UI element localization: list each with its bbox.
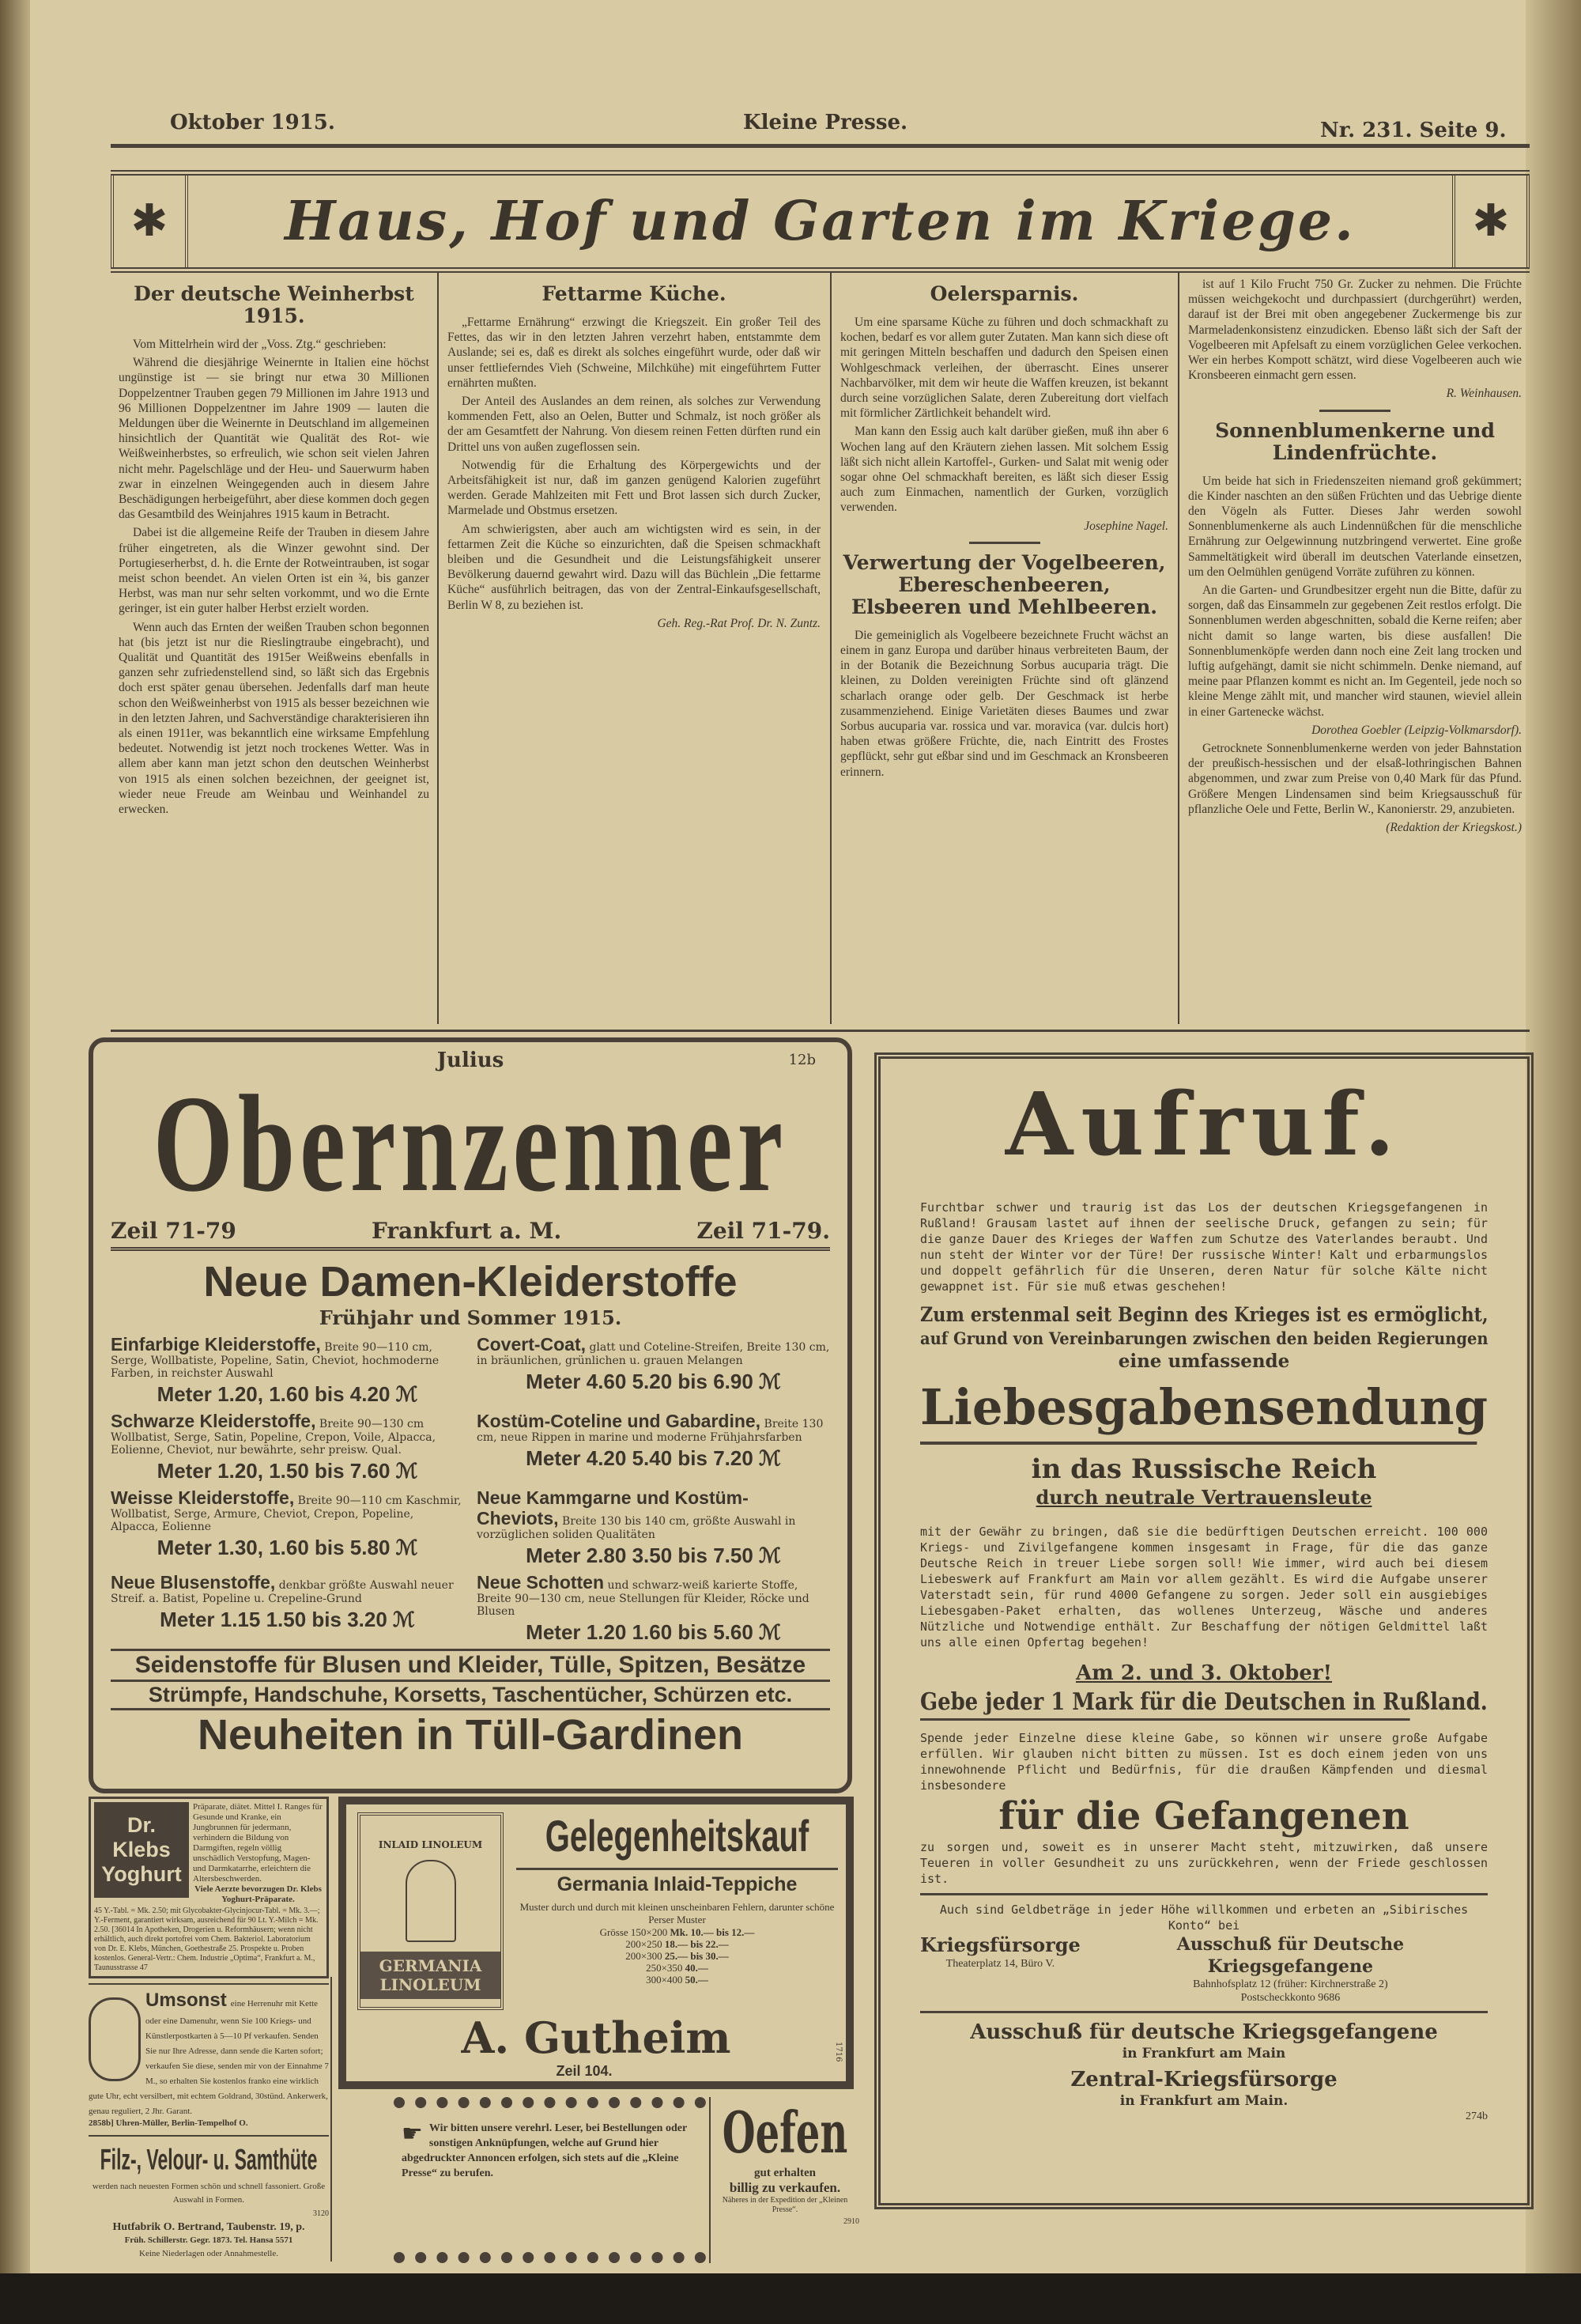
paragraph: Dabei ist die allgemeine Reife der Trauben in diesem Jahre früher eingetreten, als die Winzer gewohnt sind. Der Portugieserherbst, d. h. die Ernte der Rotweintrauben, ist sogar meist schon beendet. An vielen Orten ist ein ¾, bis ganzer Herbst, was man nur sehr selten vorkommt, und wo die Ernte geringer, ist ein guter halber Herbst erzielt worden. [119,526,429,616]
ad-logo: Dr. Klebs Yoghurt [94,1802,189,1898]
ad-item [477,1487,830,1567]
ad-item-list [111,1334,830,1649]
item-desc: Breite 90—110 cm Kaschmir, Wollbatist, Serge, Armure, Cheviot, Crepon, Popeline, Alpacca, Eolienne [111,1495,462,1533]
pointing-hand-icon: ☛ [402,2120,423,2148]
aufruf-sub: durch neutrale Vertrauensleute [1036,1486,1372,1509]
item-price: Meter 2.80 3.50 bis 7.50 ℳ [526,1544,781,1567]
ad-brand: Obernzenner [153,1067,788,1222]
reader-notice [394,2097,706,2263]
paragraph: Der Anteil des Auslandes an dem reinen, als solches zur Verwendung kommenden Fett, also an Oelen, Butter und Schmalz, ist noch größer als der am Gesamtfett der Nahrung. Von diesem reinen Fetten dürften rund ein Drittel uns von außen zugeflossen sein. [447,395,821,454]
paragraph: Um beide hat sich in Friedenszeiten niemand groß gekümmert; die Kinder naschten an den süßen Früchten und das Uebrige diente den Vögeln als Futter. Dieses Jahr werden sowohl Sonnenblumenkerne als auch Lindennüßchen für die menschliche Ernährung zur Oelgewinnung nutzbringend verwertet. Eine große Sammeltätigkeit wird überall im deutschen Vaterlande einsetzen, um den Oelmühlen genügend Vorräte zuführen zu können. [1188,474,1522,579]
aufruf-intro: Furchtbar schwer und traurig ist das Los der deutschen Kriegsgefangenen in Rußland! Grausam lastet auf ihnen der seelische Druck, gefangen zu sein; für die ganze Dauer des Krieges der Waffen zum Schutze des Vaterlandes beraubt. Und nun steht der Winter vor der Türe! Der russische Winter! Kalt und erbarmungslos und doppelt gefährlich für die Unseren, deren Natur für solche Kälte nicht gewappnet ist. Für sie muß etwas geschehen! [920,1200,1488,1294]
masthead-paper: Kleine Presse. [743,111,908,134]
masthead-rule [111,144,1530,148]
paragraph: An die Garten- und Grundbesitzer ergeht nun die Bitte, dafür zu sorgen, daß das Einsammeln zur gegebenen Zeit restlos erfolgt. Die Sonnenblumen werden abgeschnitten, sobald die Kerne reifen; aber nicht damit so lange warten, bis diese ausfallen! Die Sonnenblumenköpfe werden dann noch eine Zeit lang trocken und luftig aufgehängt, damit sie nicht schimmeln. Denke niemand, auf meine paar Pflanzen kommt es nicht an. Im Gegenteil, jede noch so kleine Menge zählt mit, und mancher wird staunen, wieviel allein in einer Gartenecke wächst. [1188,584,1522,719]
ad-company: Hutfabrik O. Bertrand, Taubenstr. 19, p. [112,2221,305,2233]
article-title: Verwertung der Vogelbeeren, Ebereschenbeeren, Elsbeeren und Mehlbeeren. [843,550,1166,618]
ad-headline: Gelegenheitskauf [545,1812,809,1861]
ad-text: eine Herrenuhr mit Kette oder eine Damenuhr, wenn Sie 100 Kriegs- und Künstlerpostkarten à 5—10 Pf verkaufen. Senden Sie nur Ihre Adresse, dann sende die Karten sofort; verkaufen Sie diese, senden mir von der Einnahme 7 M., so erhalten Sie kostenlos franko eine wirklich gute Uhr, echt versilbert, mit echtem Goldrand, 30stünd. Ankerwerk, genau reguliert, 2 Jhr. Garant. [89,1999,329,2116]
org-account: Postscheckkonto 9686 [1240,1992,1341,2004]
aufruf-body: Spende jeder Einzelne diese kleine Gabe, so können wir unsere große Aufgabe erfüllen. Wir glauben nicht bitten zu müssen. Ist es doch einem jeden von uns innewohnende Pflicht und Bedürfnis, für die draußen Kämpfenden und diesmal insbesondere [920,1731,1488,1793]
ad-former-address: Früh. Schillerstr. Gegr. 1873. Tel. Hansa 5571 [124,2235,293,2245]
ad-code: 3120 [313,2209,329,2218]
ad-item [111,1334,464,1406]
item-price: Meter 1.30, 1.60 bis 5.80 ℳ [157,1536,418,1559]
binding-edge [0,0,30,2324]
item-desc: Breite 130 cm, neue Rippen in marine und moderne Frühjahrsfarben [477,1418,824,1444]
ad-season: Frühjahr und Sommer 1915. [319,1306,622,1329]
item-name: Neue Kammgarne und Kostüm-Cheviots, [477,1487,749,1529]
aufruf-big: Liebesgabensendung [920,1374,1477,1445]
org-name: Kriegsfürsorge [920,1933,1081,1956]
ad-code: 274b [1466,2110,1488,2122]
divider [920,1893,1488,1895]
item-desc: Breite 130 bis 140 cm, größte Auswahl in vorzüglichen soliden Qualitäten [477,1515,796,1541]
section-banner [111,170,1530,273]
notice-text: Wir bitten unsere verehrl. Leser, bei Bestellungen oder sonstigen Anknüpfungen, welche auf Grund hier abgedruckter Annoncen erfolgen, sich stets auf die „Kleine Presse“ zu berufen. [402,2122,687,2179]
size-price-row [516,1938,838,1950]
ad-address: Zeil 71-79. [696,1218,830,1244]
ad-klebs [89,1797,329,1978]
article-title: Der deutsche Weinherbst 1915. [134,282,414,327]
page-edge [1526,0,1581,2324]
ad-brand: A. Gutheim [461,2012,731,2063]
ad-item [477,1334,830,1406]
ad-code: 1716 [834,2042,843,2062]
paragraph: Die gemeiniglich als Vogelbeere bezeichnete Frucht wächst an einem in ganz Europa und darüber hinaus verbreiteten Baum, der in der Botanik die Bezeichnung Sorbus aucuparia trägt. Die kleinen, zu Dolden vereinigten Früchte sind oft glänzend scharlach orange oder gelb. Der Geschmack ist herbe zusammenziehend. Einige Varietäten dieses Baumes und zwar Sorbus aucuparia var. rossica und var. moravica (var. dulcis hort) haben etwas größere Früchte, die, nach Eintritt des Frostes gepflückt, sehr gut eßbar sind und im Geschmack an Kronsbeeren erinnern. [840,628,1168,779]
column-divider [830,273,832,1024]
ad-headline: Umsonst [145,1990,227,2011]
aufruf-lead: auf Grund von Vereinbarungen zwischen den beiden Regierungen [920,1328,1489,1348]
item-price: Meter 1.20, 1.60 bis 4.20 ℳ [157,1382,418,1406]
ad-details: 45 Y.-Tabl. = Mk. 2.50; mit Glycobakter-Glycinjocur-Tabl. = Mk. 3.—; Y.-Ferment, garantiert wirksam, ausreichend für 90 Lt. Y.-Milch = Mk. 2.50. [36014 In Apotheken, Drogerien u. Reformhäusern; wenn nicht erhältlich, auch direkt portofrei vom Chem. Bakteriol. Laboratorium von Dr. E. Klebs, München, Goethestraße 25. Prospekte u. Proben kostenlos. General-Vertr.: Chem. Industrie „Optima“, Frankfurt a. M., Taunusstrasse 47 [94,1906,320,1972]
ad-first-name: Julius [436,1049,504,1072]
ad-city: Frankfurt a. M. [371,1218,562,1244]
item-desc: Breite 90—130 cm Wollbatist, Serge, Satin, Popeline, Crepon, Voile, Alpacca, Eolienne, Cheviot, nur bewährte, sehr preisw. Qual. [111,1418,436,1457]
item-price: Meter 1.20 1.60 bis 5.60 ℳ [526,1620,781,1644]
ad-filz [89,2135,329,2261]
org-ausschuss [1093,1933,1488,2005]
item-desc: glatt und Coteline-Streifen, Breite 130 cm, in bräunlichen, grünlichen u. grauen Melangen [477,1341,830,1367]
masthead-issue: Nr. 231. Seite 9. [1320,119,1507,142]
item-name: Neue Schotten [477,1572,605,1593]
column-divider [330,1977,332,2262]
section-rule [111,1030,1530,1032]
org-address: Theaterplatz 14, Büro V. [945,1958,1055,1970]
byline: Dorothea Goebler (Leipzig-Volkmarsdorf). [1311,723,1522,737]
ad-item [111,1411,464,1483]
ad-line: Näheres in der Expedition der „Kleinen Presse“. [722,2196,848,2214]
paragraph: Während die diesjährige Weinernte in Italien eine höchst ungünstige ist — sie bringt nur etwa 30 Millionen Doppelzentner Trauben gegen 79 Millionen im Jahre 1913 und 96 Millionen Doppelzentner im Jahre 1909 — lauten die Meldungen über die Weinernte in Deutschland im allgemeinen hinsichtlich der Quantität wie Qualität des Rot- wie Weißweinherbstes, so erfreulich, wie schon seit vielen Jahren nicht mehr. Pagelschläge und der Heu- und Sauerwurm haben zwar in einzelnen Weingegenden auch in diesem Jahre Beschädigungen herbeigeführt, aber diese kommen doch gegen das Gesamtbild des Weinjahres 1915 kaum in Betracht. [119,356,429,522]
signatory: Zentral-Kriegsfürsorge [1070,2068,1338,2092]
article-weinherbst [111,277,437,1028]
small-ads-column [89,1797,329,2261]
section-title: Haus, Hof und Garten im Kriege. [285,190,1356,253]
price: 40.— [685,1962,708,1974]
ad-line: Seidenstoffe für Blusen und Kleider, Tülle, Spitzen, Besätze [111,1649,830,1680]
price: Mk. 10.— bis 12.— [670,1926,755,1938]
size-price-row [516,1974,838,1986]
ad-text: werden nach neuesten Formen schön und schnell fassoniert. Große Auswahl in Formen. [92,2182,326,2205]
masthead-date: Oktober 1915. [170,111,335,134]
star-ornament-icon: ✱ [1452,176,1530,267]
ad-code: 12b [788,1052,816,1068]
item-desc: Breite 90—110 cm, Serge, Wollbatiste, Popeline, Satin, Cheviot, hochmoderne Farben, in reichster Auswahl [111,1341,440,1380]
ad-note: Keine Niederlagen oder Annahmestelle. [139,2249,278,2258]
article-title: Oelersparnis. [930,282,1079,305]
ad-address: Zeil 104. [556,2063,613,2079]
item-name: Kostüm-Coteline und Gabardine, [477,1411,761,1431]
size-price-row [516,1962,838,1974]
aufruf-body: mit der Gewähr zu bringen, daß sie die bedürftigen Deutschen erreicht. 100 000 Kriegs- und Zivilgefangene kommen insgesamt in Frage, für die das ganze Deutsche Reich in treuer Liebe sorgen soll! Wie immer, wird auch bei diesem Liebeswerk auf Frankfurt am Main vor allem gezählt. Es wird die Aufgabe unserer Vaterstadt sein, für rund 4000 Gefangene zu sorgen. Jeder soll ein ausgiebiges Liebesgaben-Paket erhalten, das wollenes Unterzeug, Wäsche und anderes Nützliche und Notwendige enthält. Zur Beschaffung der nötigen Geldmittel laßt uns alle einen Opfertag begehen! [920,1525,1488,1649]
aufruf-date: Am 2. und 3. Oktober! [1075,1661,1332,1685]
item-name: Weisse Kleiderstoffe, [111,1487,295,1508]
ad-item [477,1572,830,1644]
ad-item [111,1572,464,1644]
article-fettarme-kueche [440,277,828,1028]
paragraph: Vom Mittelrhein wird der „Voss. Ztg.“ geschrieben: [133,338,387,351]
emblem-text: GERMANIA LINOLEUM [360,1952,500,1999]
ad-obernzenner [89,1037,852,1793]
ad-line: billig zu verkaufen. [729,2180,841,2195]
ad-umsonst [89,1983,329,2130]
ad-text: Präparate, diätet. Mittel I. Ranges für Gesunde und Kranke, ein Jungbrunnen für jedermann, verhindern die Bildung von Darmgiften, regeln völlig unschädlich Verstopfung, Magen- und Darmkatarrhe, erleichtern die Altersbeschwerden. [193,1802,323,1884]
ad-desc: Muster durch und durch mit kleinen unscheinbaren Fehlern, darunter schöne Perser Muster [519,1901,835,1925]
ad-headline: Filz-, Velour- u. Samthüte [100,2142,318,2176]
size-price-row [516,1950,838,1962]
signatory: Ausschuß für deutsche Kriegsgefangene [970,2020,1438,2044]
article-column-4 [1180,277,1530,1028]
price: 25.— bis 30.— [664,1950,729,1962]
item-price: Meter 4.60 5.20 bis 6.90 ℳ [526,1370,781,1393]
aufruf-title: Aufruf. [1005,1073,1403,1175]
ad-code: 2858b] [89,2118,114,2128]
size: 200×300 [625,1950,662,1962]
linoleum-emblem [357,1812,504,2010]
size: 250×350 [646,1962,683,1974]
column-divider [437,273,439,1024]
aufruf-orgs [920,1933,1488,2005]
aufruf-lead: eine umfassende [1118,1351,1290,1372]
ad-address: Zeil 71-79 [111,1218,236,1244]
ad-sender-name: Uhren-Müller, Berlin-Tempelhof O. [115,2118,248,2128]
ad-line: Strümpfe, Handschuhe, Korsetts, Taschentücher, Schürzen etc. [111,1680,830,1708]
ad-sender [89,2117,329,2130]
divider [920,2011,1488,2013]
star-ornament-icon: ✱ [111,176,188,267]
aufruf-appeal: Gebe jeder 1 Mark für die Deutschen in Rußland. [920,1687,1410,1721]
size: 200×250 [625,1938,662,1950]
item-price: Meter 1.15 1.50 bis 3.20 ℳ [160,1608,415,1631]
ad-code: 2910 [843,2217,859,2226]
item-name: Schwarze Kleiderstoffe, [111,1411,316,1431]
article-title: Sonnenblumenkerne und Lindenfrüchte. [1215,418,1495,464]
signatory-city: in Frankfurt am Main. [1119,2093,1289,2109]
item-desc: und schwarz-weiß karierte Stoffe, Breite 90—130 cm, neue Stellungen für Kleider, Röcke und Blusen [477,1579,809,1618]
ad-subhead: Germania Inlaid-Teppiche [516,1868,838,1896]
item-price: Meter 4.20 5.40 bis 7.20 ℳ [526,1446,781,1470]
ad-line: Neuheiten in Tüll-Gardinen [111,1708,830,1759]
byline: R. Weinhausen. [1446,387,1522,401]
aufruf-big: für die Gefangenen [998,1794,1409,1838]
org-address: Bahnhofsplatz 12 (früher: Kirchnerstraße 2) [1193,1978,1388,1990]
emblem-text: INLAID LINOLEUM [378,1839,483,1850]
separator [1319,410,1390,412]
aufruf-sub: in das Russische Reich [1031,1453,1377,1485]
ad-headline: Oefen [722,2100,848,2167]
paragraph: Wenn auch das Ernten der weißen Trauben schon begonnen hat (bis jetzt ist nur die Rieslingtraube eingebracht), und Qualität und Quantität des 1915er Weißweins ebenfalls in ganzen sehr zufriedenstellend sind, so läßt sich das Ergebnis doch erst später genau übersehen. Jedenfalls darf man heute schon den Weißweinherbst von 1915 als besser bezeichnen wie in den letzten Jahren, und Sachverständige charakterisieren ihn als einen 1911er, was bekanntlich eine wirksame Empfehlung bedeutet. Notwendig ist jetzt noch trockenes Wetter. Was in allem aber kann man jetzt schon den deutschen Weinherbst von 1915 als einen solchen bezeichnen, der geeignet ist, wieder neue Freude am Weinbau und Weinhandel zu erwecken. [119,620,429,817]
aufruf-lead: Zum erstenmal seit Beginn des Krieges ist es ermöglicht, [920,1303,1489,1326]
paragraph: Am schwierigsten, aber auch am wichtigsten wird es sein, in der fettarmen Zeit die Küche so einzurichten, daß die Speisen schmackhaft bleiben und die Gesundheit und die Leistungsfähigkeit unserer Bevölkerung dauernd gewahrt wird. Dazu will das Büchlein „Die fettarme Küche“ ausführlich beitragen, das von der Zentral-Einkaufsgesellschaft, Berlin W 8, zu beziehen ist. [447,522,821,612]
article-oelersparnis [832,277,1176,1028]
item-name: Neue Blusenstoffe, [111,1572,276,1593]
signatory-city: in Frankfurt am Main [1122,2046,1286,2061]
column-divider [1178,273,1179,1024]
item-desc: denkbar größte Auswahl neuer Streif. a. Batist, Popeline u. Crepeline-Grund [111,1579,454,1605]
org-name: Ausschuß für Deutsche Kriegsgefangene [1176,1934,1405,1977]
paragraph: „Fettarme Ernährung“ erzwingt die Kriegszeit. Ein großer Teil des Fettes, das wir in den letzten Jahren verzehrt haben, entstammte dem Auslande; sei es, daß es direkt als solches eingeführt wurde, oder daß wir unser fettlieferndes Vieh (Schweine, Milchkühe) mit eingeführtem Futter ernährten mußten. [447,316,821,390]
item-name: Covert-Coat, [477,1334,587,1355]
ad-item [477,1411,830,1483]
price: 18.— bis 22.— [664,1938,729,1950]
byline: Geh. Reg.-Rat Prof. Dr. N. Zuntz. [657,616,821,630]
ad-oefen [709,2097,859,2263]
byline: (Redaktion der Kriegskost.) [1386,821,1522,835]
item-price: Meter 1.20, 1.50 bis 7.60 ℳ [157,1459,418,1483]
ad-recommend: Viele Aerzte bevorzugen Dr. Klebs Yoghurt-Präparate. [194,1884,322,1904]
ad-line: gut erhalten [754,2167,816,2179]
ad-aufruf [874,1052,1534,2209]
paragraph: ist auf 1 Kilo Frucht 750 Gr. Zucker zu nehmen. Die Früchte müssen weichgekocht und durchpassiert (durchgerührt) werden, darauf ist der Brei mit oben angegebener Zuckermenge bis zur Marmeladenkonsistenz einzudicken. Ebenso läßt sich der Saft der Vogelbeeren mit Apfelsaft zu einem vorzüglichen Gelee verkochen. Wer ein herbes Kompott schätzt, wird diese Vogelbeeren auch wie Kronsbeeren einmacht gern essen. [1188,278,1522,383]
paragraph: Getrocknete Sonnenblumenkerne werden von jeder Bahnstation der preußisch-hessischen und der elsaß-lothringischen Bahnen abgenommen, und zwar zum Preise von 0,40 Mark für das Pfund. Größere Mengen Lindensamen sind beim Kriegsausschuß für pflanzliche Oele und Fette, Berlin W., Kanonierstr. 29, anzubieten. [1188,742,1522,816]
article-title: Fettarme Küche. [541,282,726,305]
price: 50.— [685,1974,708,1986]
size-price-list [516,1926,838,1986]
ad-gutheim-body [516,1811,838,1986]
paragraph: Notwendig für die Erhaltung des Körpergewichts und der Arbeitsfähigkeit ist nur, daß im ganzen genügend Kalorien zugeführt werden. Gerade Mahlzeiten mit Fett und Brot lassen sich durch Zucker, Marmelade und Obstmus ersetzen. [447,458,821,518]
ad-item [111,1487,464,1567]
germania-figure-icon [406,1860,456,1942]
size: Grösse 150×200 [599,1926,668,1938]
org-kriegsfuersorge [920,1933,1081,2005]
separator [969,542,1040,544]
aufruf-donation: Auch sind Geldbeträge in jeder Höhe willkommen und erbeten an „Sibirisches Konto“ bei [939,1903,1469,1933]
ad-address-row [111,1218,830,1251]
byline: Josephine Nagel. [1084,519,1168,533]
item-name: Einfarbige Kleiderstoffe, [111,1334,321,1355]
ad-headline: Neue Damen-Kleiderstoffe [203,1258,738,1306]
ad-gutheim [338,1797,854,2089]
paragraph: Man kann den Essig auch kalt darüber gießen, muß ihn aber 6 Wochen lang auf den Kräutern ziehen lassen. Mit solchem Essig läßt sich nicht allein Kartoffel-, Gurken- und Salat mit wenig oder sogar ohne Oel schmackhaft bereiten, es läßt sich dieser Essig auch zum Einmachen, namentlich der Gurken, vorzüglich verwenden. [840,425,1168,515]
size-price-row [516,1926,838,1938]
paragraph: Um eine sparsame Küche zu führen und doch schmackhaft zu kochen, bedarf es vor allem guter Zutaten. Man kann sich diese oft mit geringen Mitteln beschaffen und dadurch den Speisen einen Wohlgeschmack verleihen, der überrascht. Eines unserer Nachbarvölker, mit dem wir heute die Waffen kreuzen, ist bekannt durch seine vorzüglichen Salate, deren Zubereitung dort vielfach mit förmlicher Zärtlichkeit behandelt wird. [840,316,1168,421]
size: 300×400 [646,1974,683,1986]
pocket-watch-icon [89,1997,141,2081]
aufruf-body: zu sorgen und, soweit es in unserer Macht steht, mitzuwirken, daß unsere Teueren in voller Gesundheit zu uns zurückkehren, wenn der Friede geschlossen ist. [920,1840,1488,1886]
scan-background [0,2273,1581,2324]
